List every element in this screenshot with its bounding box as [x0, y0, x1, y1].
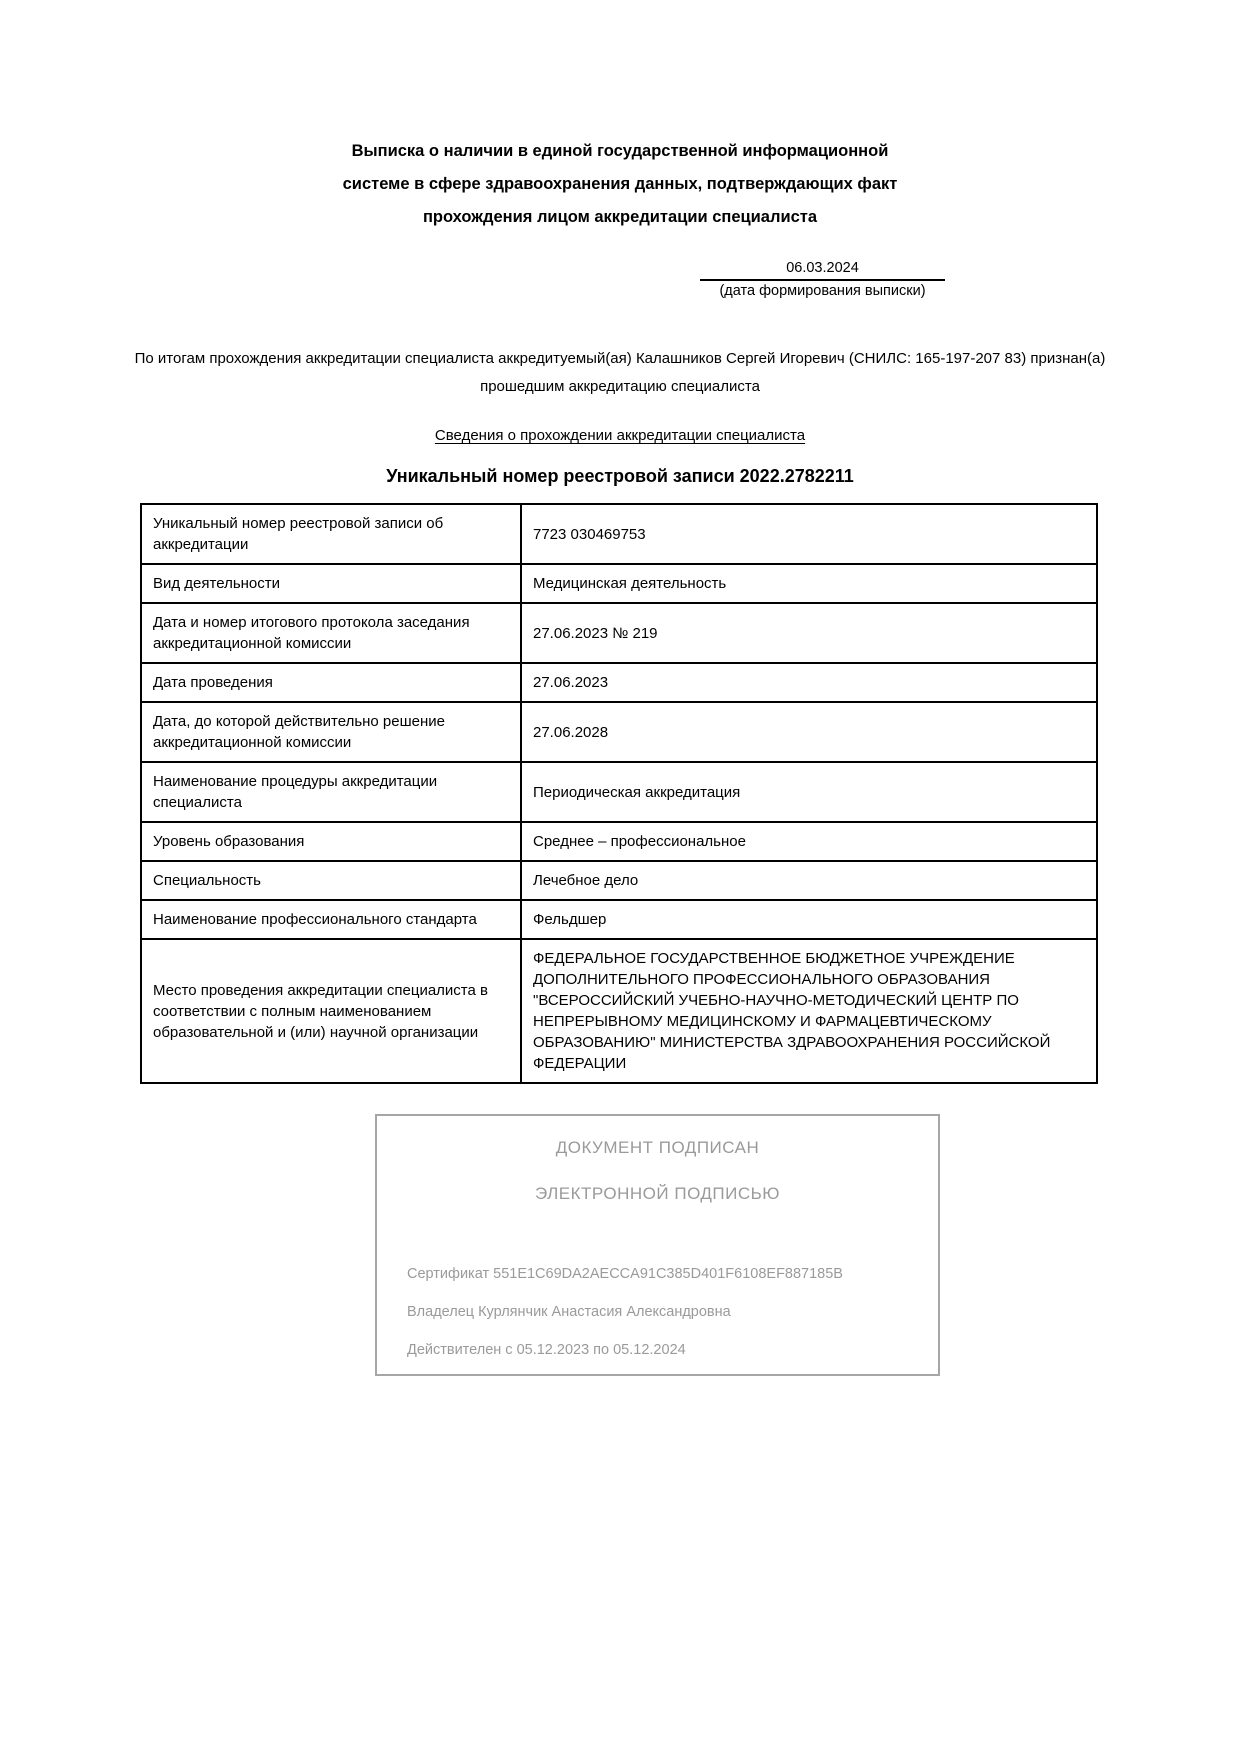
row-label: Уровень образования: [141, 822, 521, 861]
accreditation-table: [140, 503, 1098, 1084]
document-title-line: системе в сфере здравоохранения данных, подтверждающих факт: [342, 175, 898, 193]
table-row: [141, 900, 1097, 939]
document-title: [300, 135, 940, 234]
signature-owner: Владелец Курлянчик Анастасия Александровна: [407, 1304, 731, 1320]
signature-head-line2: ЭЛЕКТРОННОЙ ПОДПИСЬЮ: [535, 1184, 780, 1203]
table-row: [141, 822, 1097, 861]
row-value: 27.06.2023: [521, 663, 1097, 702]
formation-date-caption: (дата формирования выписки): [719, 283, 926, 299]
document-title-line: Выписка о наличии в единой государственной информационной: [351, 142, 889, 160]
row-value: 27.06.2028: [521, 702, 1097, 762]
signature-validity: Действителен с 05.12.2023 по 05.12.2024: [407, 1342, 686, 1358]
row-label: Дата и номер итогового протокола заседания аккредитационной комиссии: [141, 603, 521, 663]
table-row: [141, 663, 1097, 702]
summary-paragraph: По итогам прохождения аккредитации специалиста аккредитуемый(ая) Калашников Сергей Игоревич (СНИЛС: 165-197-207 83) признан(а) прошедшим аккредитацию специалиста: [134, 350, 1106, 395]
row-label: Специальность: [141, 861, 521, 900]
row-label: Наименование процедуры аккредитации специалиста: [141, 762, 521, 822]
electronic-signature-stamp: [375, 1114, 940, 1376]
row-label: Уникальный номер реестровой записи об аккредитации: [141, 504, 521, 564]
registry-number-heading: Уникальный номер реестровой записи 2022.2782211: [386, 466, 854, 486]
row-value: 27.06.2023 № 219: [521, 603, 1097, 663]
table-row: [141, 603, 1097, 663]
row-value: Медицинская деятельность: [521, 564, 1097, 603]
signature-head-line1: ДОКУМЕНТ ПОДПИСАН: [555, 1138, 760, 1157]
row-value: 7723 030469753: [521, 504, 1097, 564]
row-value: Фельдшер: [521, 900, 1097, 939]
section-heading: Сведения о прохождении аккредитации специалиста: [434, 427, 806, 444]
row-value: Периодическая аккредитация: [521, 762, 1097, 822]
row-label: Место проведения аккредитации специалиста в соответствии с полным наименованием образовательной и (или) научной организации: [141, 939, 521, 1083]
row-label: Дата, до которой действительно решение аккредитационной комиссии: [141, 702, 521, 762]
row-label: Наименование профессионального стандарта: [141, 900, 521, 939]
row-value: ФЕДЕРАЛЬНОЕ ГОСУДАРСТВЕННОЕ БЮДЖЕТНОЕ УЧРЕЖДЕНИЕ ДОПОЛНИТЕЛЬНОГО ПРОФЕССИОНАЛЬНОГО ОБРАЗОВАНИЯ "ВСЕРОССИЙСКИЙ УЧЕБНО-НАУЧНО-МЕТОДИЧЕСКИЙ ЦЕНТР ПО НЕПРЕРЫВНОМУ МЕДИЦИНСКОМУ И ФАРМАЦЕВТИЧЕСКОМУ ОБРАЗОВАНИЮ" МИНИСТЕРСТВА ЗДРАВООХРАНЕНИЯ РОССИЙСКОЙ ФЕДЕРАЦИИ: [521, 939, 1097, 1083]
row-value: Лечебное дело: [521, 861, 1097, 900]
table-row: [141, 702, 1097, 762]
row-label: Дата проведения: [141, 663, 521, 702]
document-title-line: прохождения лицом аккредитации специалиста: [422, 208, 818, 226]
row-value: Среднее – профессиональное: [521, 822, 1097, 861]
table-row: [141, 939, 1097, 1083]
table-row: [141, 861, 1097, 900]
signature-certificate: Сертификат 551E1C69DA2AECCA91C385D401F6108EF887185B: [407, 1266, 843, 1282]
formation-date: 06.03.2024: [700, 260, 945, 281]
formation-date-block: [700, 260, 945, 299]
row-label: Вид деятельности: [141, 564, 521, 603]
table-row: [141, 762, 1097, 822]
table-row: [141, 564, 1097, 603]
table-row: [141, 504, 1097, 564]
